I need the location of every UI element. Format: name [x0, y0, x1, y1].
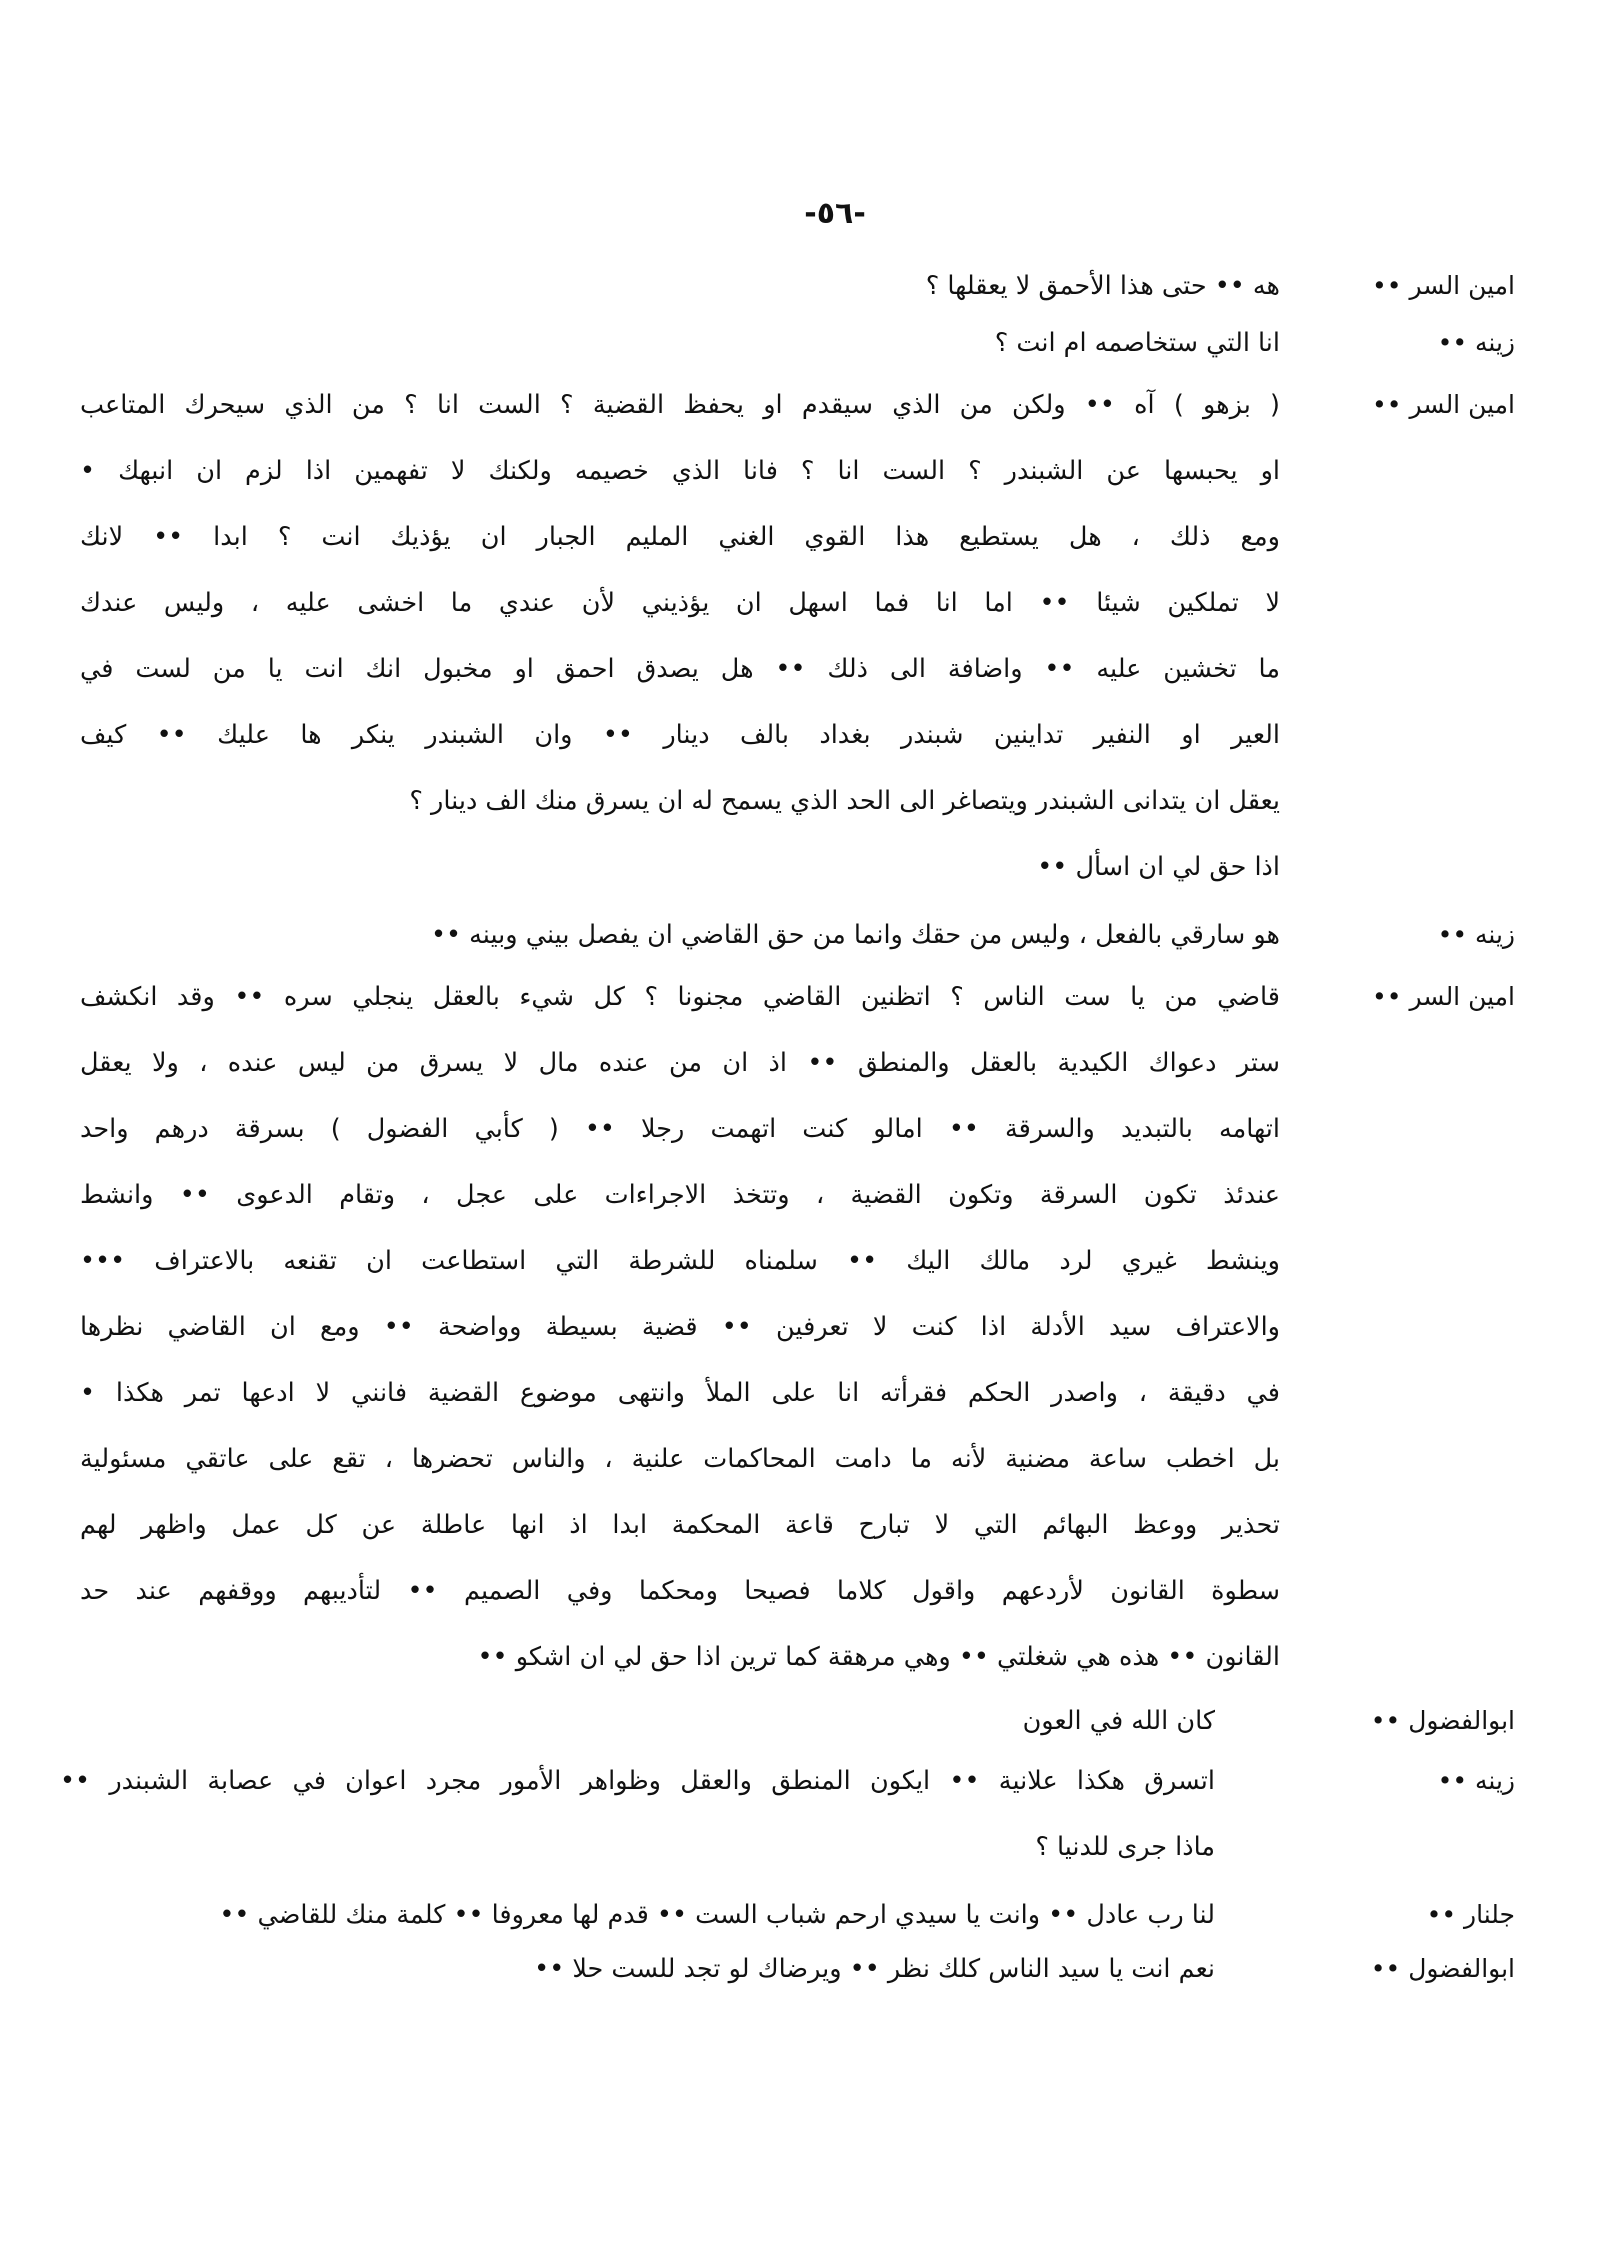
speech-line: ستر دعواك الكيدية بالعقل والمنطق •• اذ ان من عنده مال لا يسرق من ليس عنده ، ولا يعقل [80, 1048, 1280, 1078]
speaker-name: ابوالفضول •• [1370, 1706, 1515, 1735]
speech-line: اذا حق لي ان اسأل •• [1037, 852, 1280, 882]
speech-text [90, 310, 1280, 376]
speech-line: ومع ذلك ، هل يستطيع هذا القوي الغني المليم الجبار ان يؤذيك انت ؟ ابدا •• لانك [80, 522, 1280, 552]
speech-line: بل اخطب ساعة مضنية لأنه ما دامت المحاكمات علنية ، والناس تحضرها ، تقع على عاتقي مسئولية [80, 1444, 1280, 1474]
speech-line: ماذا جرى للدنيا ؟ [1035, 1832, 1215, 1862]
speaker-name: امين السر •• [1372, 982, 1515, 1011]
speech-line: عندئذ تكون السرقة وتكون القضية ، وتتخذ الاجراءات على عجل ، وتقام الدعوى •• وانشط [80, 1180, 1280, 1210]
speech-line: او يحبسها عن الشبندر ؟ الست انا ؟ فانا الذي خصيمه ولكنك لا تفهمين اذا لزم ان انبهك • [80, 456, 1280, 486]
speech-text [90, 902, 1280, 968]
speech-line: والاعتراف سيد الأدلة اذا كنت لا تعرفين •• قضية بسيطة وواضحة •• ومع ان القاضي نظرها [80, 1312, 1280, 1342]
speech-line: اتسرق هكذا علانية •• ايكون المنطق والعقل وظواهر الأمور مجرد اعوان في عصابة الشبندر •• [60, 1766, 1215, 1796]
speech-line: هه •• حتى هذا الأحمق لا يعقلها ؟ [925, 271, 1280, 301]
speech-line: قاضي من يا ست الناس ؟ اتظنين القاضي مجنونا ؟ كل شيء بالعقل ينجلي سره •• وقد انكشف [80, 982, 1280, 1012]
speech-text [90, 1688, 1215, 1754]
speaker-name: ابوالفضول •• [1370, 1954, 1515, 1983]
speech-line: ما تخشين عليه •• واضافة الى ذلك •• هل يصدق احمق او مخبول انك انت يا من لست في [80, 654, 1280, 684]
speech-line: هو سارقي بالفعل ، وليس من حقك وانما من حق القاضي ان يفصل بيني وبينه •• [430, 920, 1280, 950]
speaker-name: زينه •• [1437, 920, 1515, 949]
speech-line: كان الله في العون [1022, 1706, 1215, 1736]
speaker-name: امين السر •• [1372, 390, 1515, 419]
speech-line: انا التي ستخاصمه ام انت ؟ [994, 328, 1280, 358]
speech-line: سطوة القانون لأردعهم واقول كلاما فصيحا ومحكما وفي الصميم •• لتأديبهم ووقفهم عند حد [80, 1576, 1280, 1606]
speech-line: ( بزهو ) آه •• ولكن من الذي سيقدم او يحفظ القضية ؟ الست انا ؟ من الذي سيحرك المتاعب [80, 390, 1280, 420]
speech-line: يعقل ان يتدانى الشبندر ويتصاغر الى الحد الذي يسمح له ان يسرق منك الف دينار ؟ [409, 786, 1280, 816]
speech-line: اتهامه بالتبديد والسرقة •• امالو كنت اتهمت رجلا •• ( كأبي الفضول ) بسرقة درهم واحد [80, 1114, 1280, 1144]
speech-line: نعم انت يا سيد الناس كلك نظر •• ويرضاك لو تجد للست حلا •• [534, 1954, 1215, 1984]
speaker-name: زينه •• [1437, 328, 1515, 357]
speech-text [90, 1936, 1215, 2002]
speech-text [80, 372, 1280, 900]
speaker-name: جلنار •• [1426, 1900, 1515, 1929]
speaker-name: امين السر •• [1372, 271, 1515, 300]
speech-line: وينشط غيري لرد مالك اليك •• سلمناه للشرطة التي استطاعت ان تقنعه بالاعتراف ••• [80, 1246, 1280, 1276]
speech-line: لنا رب عادل •• وانت يا سيدي ارحم شباب الست •• قدم لها معروفا •• كلمة منك للقاضي •• [219, 1900, 1215, 1930]
speaker-name: زينه •• [1437, 1766, 1515, 1795]
speech-line: العير او النفير تداينين شبندر بغداد بالف دينار •• وان الشبندر ينكر ها عليك •• كيف [80, 720, 1280, 750]
speech-line: لا تملكين شيئا •• اما انا فما اسهل ان يؤذيني لأن عندي ما اخشى عليه ، وليس عندك [80, 588, 1280, 618]
speech-text [60, 1748, 1215, 1880]
speech-line: في دقيقة ، واصدر الحكم فقرأته انا على الملأ وانتهى موضوع القضية فانني لا ادعها تمر هكذا • [80, 1378, 1280, 1408]
page-number: -٥٦- [804, 196, 866, 231]
speech-text [80, 964, 1280, 1690]
speech-line: القانون •• هذه هي شغلتي •• وهي مرهقة كما ترين اذا حق لي ان اشكو •• [477, 1642, 1280, 1672]
speech-line: تحذير ووعظ البهائم التي لا تبارح قاعة المحكمة ابدا اذ انها عاطلة عن كل عمل واظهر لهم [80, 1510, 1280, 1540]
